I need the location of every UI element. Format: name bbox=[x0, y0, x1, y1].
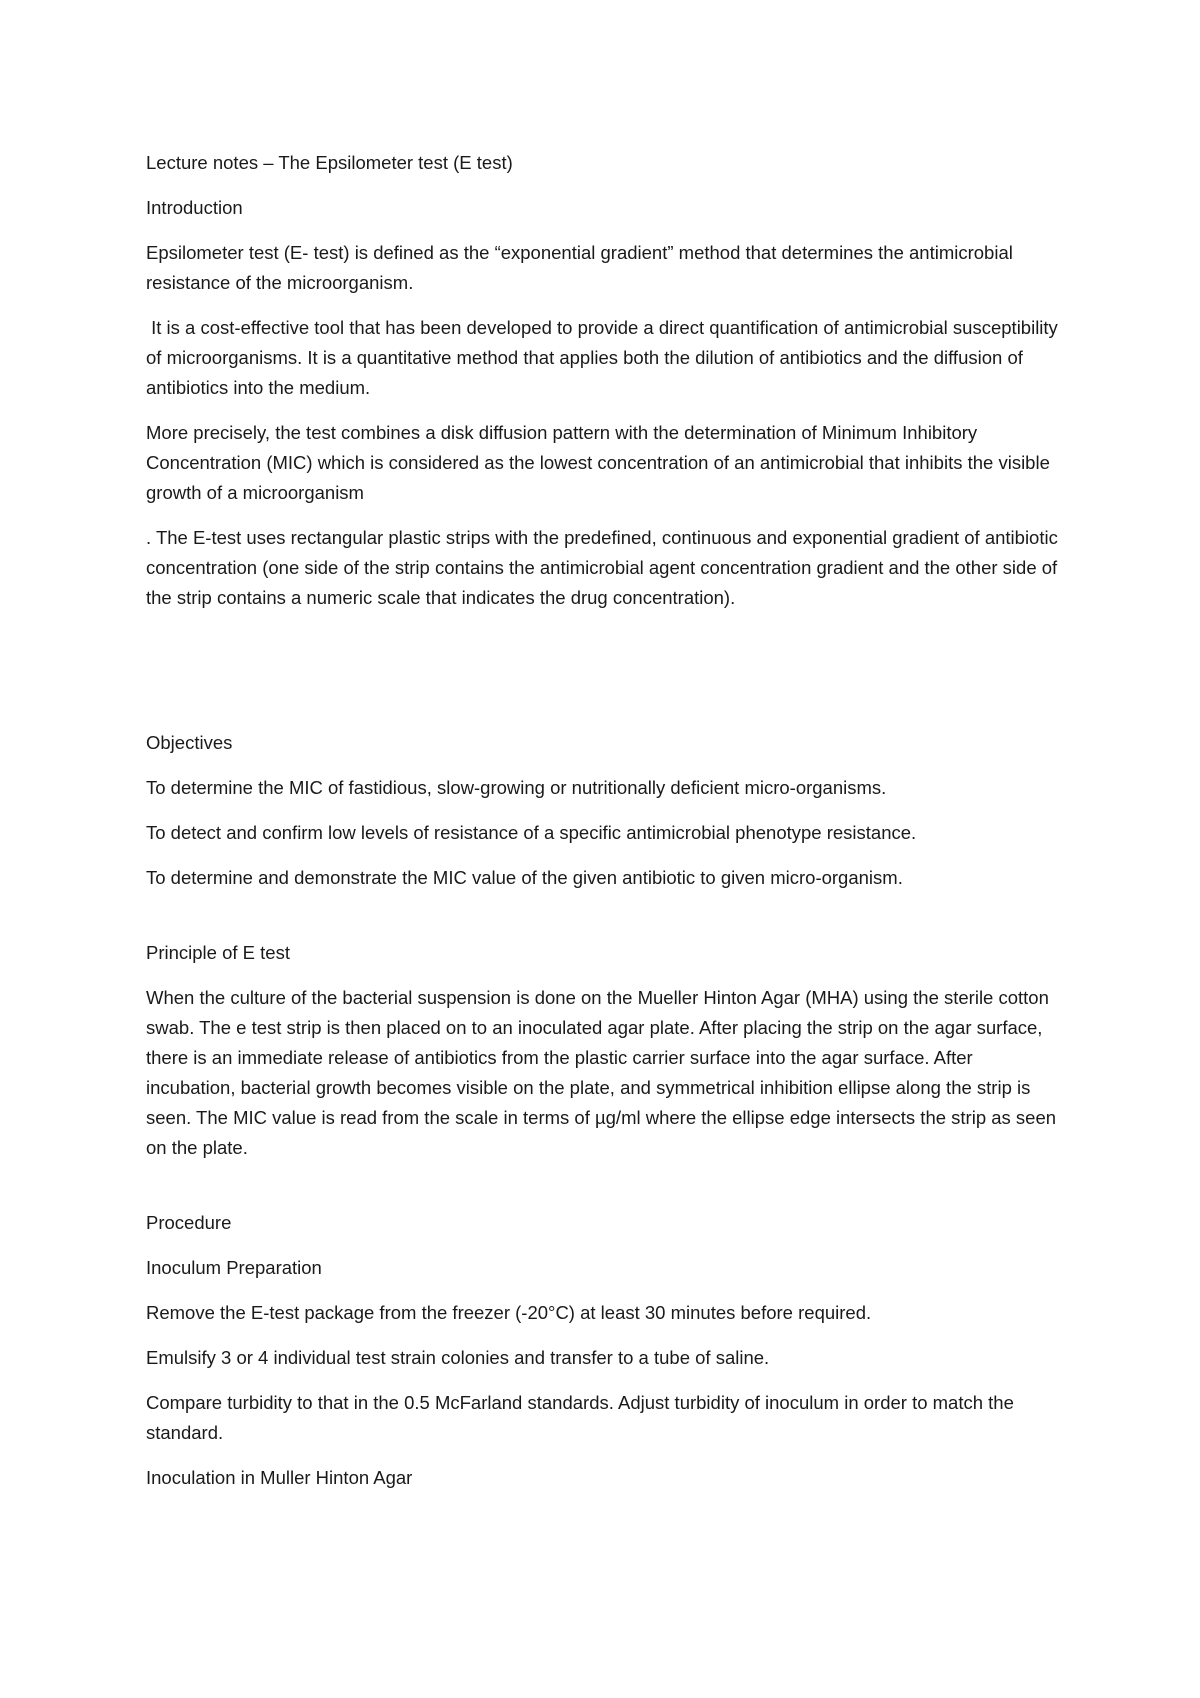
objective-item: To determine and demonstrate the MIC value of the given antibiotic to given micro-organism. bbox=[146, 867, 903, 888]
procedure-step: Emulsify 3 or 4 individual test strain colonies and transfer to a tube of saline. bbox=[146, 1347, 770, 1368]
document-title: Lecture notes – The Epsilometer test (E test) bbox=[146, 152, 513, 173]
introduction-heading: Introduction bbox=[146, 197, 243, 218]
procedure-step: Remove the E-test package from the freezer (-20°C) at least 30 minutes before required. bbox=[146, 1302, 872, 1323]
inoculum-preparation-subheading: Inoculum Preparation bbox=[146, 1257, 322, 1278]
document-body bbox=[146, 148, 1066, 1508]
objective-item: To determine the MIC of fastidious, slow-growing or nutritionally deficient micro-organisms. bbox=[146, 777, 887, 798]
intro-paragraph: More precisely, the test combines a disk diffusion pattern with the determination of Minimum Inhibitory Concentration (MIC) which is considered as the lowest concentration of an antimicrobial that inhibits the visible growth of a microorganism bbox=[146, 422, 1050, 503]
intro-paragraph: Epsilometer test (E- test) is defined as the “exponential gradient” method that determines the antimicrobial resistance of the microorganism. bbox=[146, 242, 1013, 293]
principle-heading: Principle of E test bbox=[146, 942, 290, 963]
procedure-heading: Procedure bbox=[146, 1212, 232, 1233]
spacer bbox=[146, 628, 1066, 728]
intro-paragraph: It is a cost-effective tool that has been developed to provide a direct quantification of antimicrobial susceptibility of microorganisms. It is a quantitative method that applies both the dilution of antibiotics and the diffusion of antibiotics into the medium. bbox=[146, 317, 1063, 398]
intro-paragraph: . The E-test uses rectangular plastic strips with the predefined, continuous and exponential gradient of antibiotic concentration (one side of the strip contains the antimicrobial agent concentration gradient and the other side of the strip contains a numeric scale that indicates the drug concentration). bbox=[146, 527, 1058, 608]
spacer bbox=[146, 908, 1066, 938]
principle-paragraph: When the culture of the bacterial suspension is done on the Mueller Hinton Agar (MHA) using the sterile cotton swab. The e test strip is then placed on to an inoculated agar plate. After placing the strip on the agar surface, there is an immediate release of antibiotics from the plastic carrier surface into the agar surface. After incubation, bacterial growth becomes visible on the plate, and symmetrical inhibition ellipse along the strip is seen. The MIC value is read from the scale in terms of µg/ml where the ellipse edge intersects the strip as seen on the plate. bbox=[146, 987, 1057, 1158]
objective-item: To detect and confirm low levels of resistance of a specific antimicrobial phenotype resistance. bbox=[146, 822, 917, 843]
spacer bbox=[146, 1178, 1066, 1208]
procedure-step: Compare turbidity to that in the 0.5 McFarland standards. Adjust turbidity of inoculum in order to match the standard. bbox=[146, 1392, 1014, 1443]
inoculation-subheading: Inoculation in Muller Hinton Agar bbox=[146, 1467, 413, 1488]
objectives-heading: Objectives bbox=[146, 732, 233, 753]
